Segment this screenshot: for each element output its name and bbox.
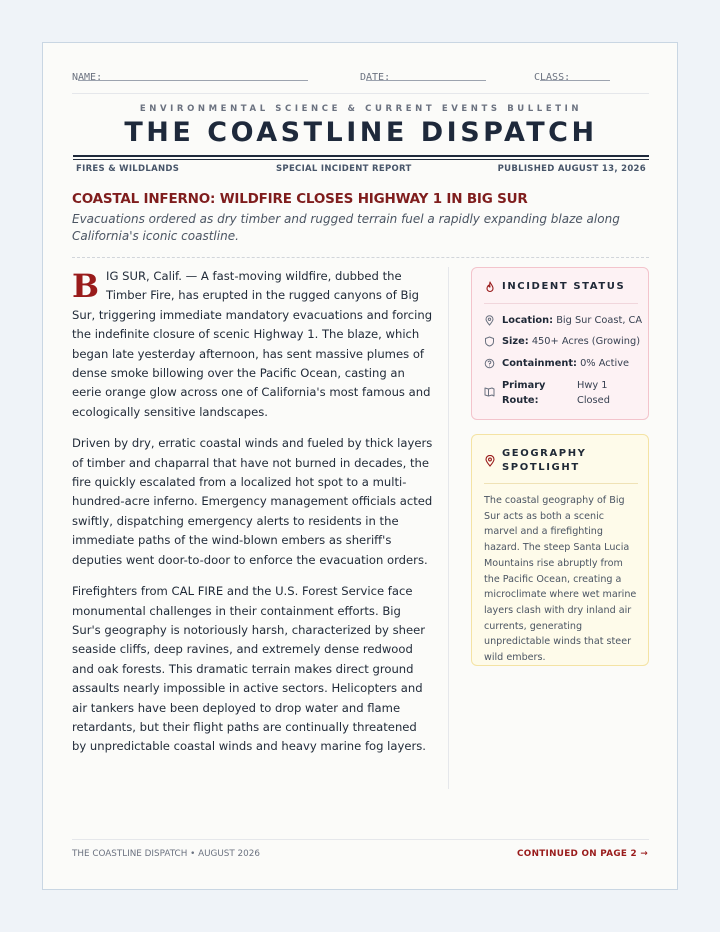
column-divider — [448, 267, 449, 789]
route-value-line1: Hwy 1 — [577, 380, 608, 391]
geo-title-line1: GEOGRAPHY — [502, 448, 587, 459]
student-info-line — [72, 72, 649, 94]
geography-spotlight-text: The coastal geography of Big Sur acts as both a scenic marvel and a firefighting hazard. The steep Santa Lucia Mountains rise abruptly from the Pacific Ocean, creating a microclimate where wet marine layers clash with dry inland air currents, generating unpredictable winds that steer wild embers. — [484, 495, 637, 664]
size-value: 450+ Acres (Growing) — [531, 336, 641, 347]
status-row-route — [484, 378, 644, 408]
masthead-meta-bar — [76, 164, 646, 178]
location-label: Location: — [502, 315, 554, 326]
location-value: Big Sur Coast, CA — [556, 315, 643, 326]
map-pin-icon — [484, 455, 496, 467]
masthead-rule-thick — [73, 155, 649, 157]
section-label: FIRES & WILDLANDS — [76, 164, 180, 174]
footer-publication: THE COASTLINE DISPATCH • AUGUST 2026 — [72, 849, 260, 859]
masthead-title: THE COASTLINE DISPATCH — [124, 117, 598, 148]
masthead-kicker: ENVIRONMENTAL SCIENCE & CURRENT EVENTS BULLETIN — [139, 104, 583, 114]
geo-card-divider — [484, 483, 638, 484]
footer-divider — [72, 839, 649, 840]
published-date: PUBLISHED AUGUST 13, 2026 — [497, 164, 646, 174]
geography-spotlight-title — [502, 447, 587, 475]
article-dek: Evacuations ordered as dry timber and rugged terrain fuel a rapidly expanding blaze along California's iconic coastline. — [72, 212, 620, 243]
geography-spotlight-card — [471, 434, 649, 666]
book-map-icon — [484, 386, 495, 397]
article-paragraph-2: Driven by dry, erratic coastal winds and fueled by thick layers of timber and chaparral that have not burned in decades, the fire quickly escalated from a localized hot spot to a multi-hundred-acre inferno. Emergency management officials acted swiftly, dispatching emergency alerts to residents in the immediate paths of the wind-blown embers as sheriff's deputies went door-to-door to enforce the evacuation orders. — [72, 436, 433, 567]
class-label: CLASS: — [534, 72, 571, 83]
masthead-rule-thin — [73, 159, 649, 160]
name-label: NAME: — [72, 72, 103, 83]
dek-divider — [72, 257, 649, 258]
route-label-line2: Route: — [502, 395, 539, 406]
route-value-line2: Closed — [577, 395, 610, 406]
continued-link[interactable]: CONTINUED ON PAGE 2 → — [517, 849, 648, 859]
drop-cap: B — [72, 267, 100, 305]
incident-status-card — [471, 267, 649, 420]
date-label: DATE: — [360, 72, 391, 83]
size-label: Size: — [502, 336, 529, 347]
article-body — [72, 267, 433, 769]
containment-value: 0% Active — [580, 358, 630, 369]
status-card-divider — [484, 303, 638, 304]
containment-label: Containment: — [502, 358, 577, 369]
article-headline: COASTAL INFERNO: WILDFIRE CLOSES HIGHWAY 1 IN BIG SUR — [72, 191, 528, 207]
route-label-line1: Primary — [502, 380, 546, 391]
report-type-label: SPECIAL INCIDENT REPORT — [276, 164, 412, 174]
incident-status-title: INCIDENT STATUS — [502, 281, 626, 292]
article-paragraph-1 — [72, 267, 433, 422]
location-pin-icon — [484, 315, 495, 326]
worksheet-page — [42, 42, 678, 890]
shield-icon — [484, 336, 495, 347]
geo-title-line2: SPOTLIGHT — [502, 462, 580, 473]
flame-icon — [484, 281, 496, 293]
article-paragraph-3: Firefighters from CAL FIRE and the U.S. Forest Service face monumental challenges in their containment efforts. Big Sur's geography is notoriously harsh, characterized by sheer seaside cliffs, deep ravines, and extremely dense redwood and oak forests. This dramatic terrain makes direct ground assaults nearly impossible in active sectors. Helicopters and air tankers have been deployed to drop water and flame retardants, but their flight paths are continually threatened by unpredictable coastal winds and heavy marine fog layers. — [72, 584, 426, 754]
paragraph-1-text: IG SUR, Calif. — A fast-moving wildfire, dubbed the Timber Fire, has erupted in the rugged canyons of Big Sur, triggering immediate mandatory evacuations and forcing the indefinite closure of scenic Highway 1. The blaze, which began late yesterday afternoon, has sent massive plumes of dense smoke billowing over the Pacific Ocean, casting an eerie orange glow across one of California's most famous and ecologically sensitive landscapes. — [72, 269, 433, 419]
question-circle-icon — [484, 358, 495, 369]
